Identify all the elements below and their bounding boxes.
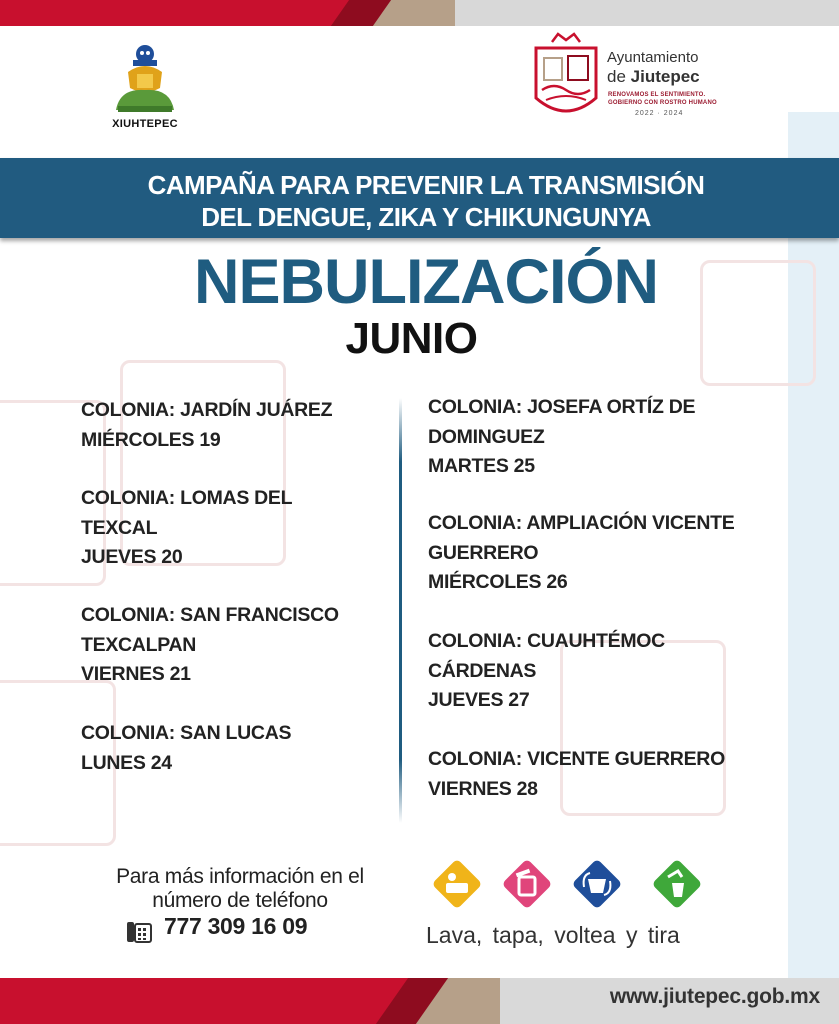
schedule-day: MIÉRCOLES 19: [81, 428, 221, 451]
jiutepec-label: [607, 67, 700, 87]
tira-icon: [648, 855, 706, 913]
schedule-day: MIÉRCOLES 26: [428, 571, 568, 593]
month-label: JUNIO: [345, 314, 478, 363]
colonia-name: COLONIA: AMPLIACIÓN VICENTE: [428, 512, 735, 534]
phone-icon: [126, 918, 152, 944]
colonia-name: GUERRERO: [428, 541, 539, 564]
schedule-day: VIERNES 28: [428, 777, 538, 800]
phone-number: 777 309 16 09: [164, 913, 308, 939]
schedule-entry: [81, 601, 339, 690]
tapa-icon: [498, 855, 556, 913]
schedule-entry: [428, 745, 725, 804]
ayto-years: 2022 · 2024: [635, 110, 684, 117]
colonia-name: TEXCALPAN: [81, 633, 197, 656]
colonia-name: TEXCAL: [81, 516, 158, 539]
colonia-name: COLONIA: JOSEFA ORTÍZ DE: [428, 396, 696, 418]
slogan: Lava, tapa, voltea y tira: [426, 922, 680, 948]
colonia-name: COLONIA: SAN LUCAS: [81, 722, 292, 744]
contact-info-line1: Para más información en el: [116, 865, 364, 888]
top-stripe: [0, 0, 839, 26]
colonia-name: COLONIA: SAN FRANCISCO: [81, 604, 339, 626]
schedule-day: JUEVES 27: [428, 689, 530, 711]
colonia-name: DOMINGUEZ: [428, 425, 545, 448]
ayto-prefix: de: [607, 67, 631, 86]
xiuhtepec-emblem-icon: [100, 40, 190, 118]
banner-line1: CAMPAÑA PARA PREVENIR LA TRANSMISIÓN: [147, 170, 705, 200]
column-divider: [399, 398, 402, 823]
schedule-day: LUNES 24: [81, 751, 172, 774]
bottom-stripe-red: [0, 978, 420, 1024]
right-side-panel: [788, 112, 839, 982]
ayto-name: Jiutepec: [630, 67, 700, 86]
ayuntamiento-shield-icon: [530, 32, 602, 127]
campaign-banner: [0, 158, 839, 238]
colonia-name: COLONIA: JARDÍN JUÁREZ: [81, 399, 333, 421]
schedule-day: JUEVES 20: [81, 546, 183, 568]
schedule-entry: [428, 393, 695, 482]
ayuntamiento-logo: [530, 32, 730, 127]
colonia-name: COLONIA: VICENTE GUERRERO: [428, 748, 725, 770]
schedule-entry: [428, 509, 734, 598]
colonia-name: COLONIA: CUAUHTÉMOC: [428, 630, 665, 652]
schedule-entry: [428, 627, 665, 716]
ayto-slogan-line2: GOBIERNO CON ROSTRO HUMANO: [608, 100, 717, 106]
banner-line2: DEL DENGUE, ZIKA Y CHIKUNGUNYA: [201, 202, 651, 232]
ayuntamiento-label: Ayuntamiento: [607, 49, 699, 66]
xiuhtepec-logo: [100, 40, 190, 135]
colonia-name: COLONIA: LOMAS DEL: [81, 487, 293, 509]
ayto-slogan-line1: RENOVAMOS EL SENTIMIENTO.: [608, 92, 706, 98]
top-stripe-red: [0, 0, 370, 26]
schedule-entry: [81, 484, 292, 573]
schedule-day: VIERNES 21: [81, 663, 191, 685]
website-link[interactable]: www.jiutepec.gob.mx: [609, 985, 820, 1008]
lava-icon: [428, 855, 486, 913]
colonia-name: CÁRDENAS: [428, 659, 537, 682]
voltea-icon: [568, 855, 626, 913]
contact-info-line2: número de teléfono: [152, 889, 328, 912]
page-title: NEBULIZACIÓN: [194, 247, 658, 317]
xiuhtepec-logo-text: XIUHTEPEC: [112, 118, 178, 130]
schedule-entry: [81, 719, 291, 778]
schedule-entry: [81, 396, 332, 455]
schedule-day: MARTES 25: [428, 455, 535, 477]
top-stripe-gray: [455, 0, 839, 26]
